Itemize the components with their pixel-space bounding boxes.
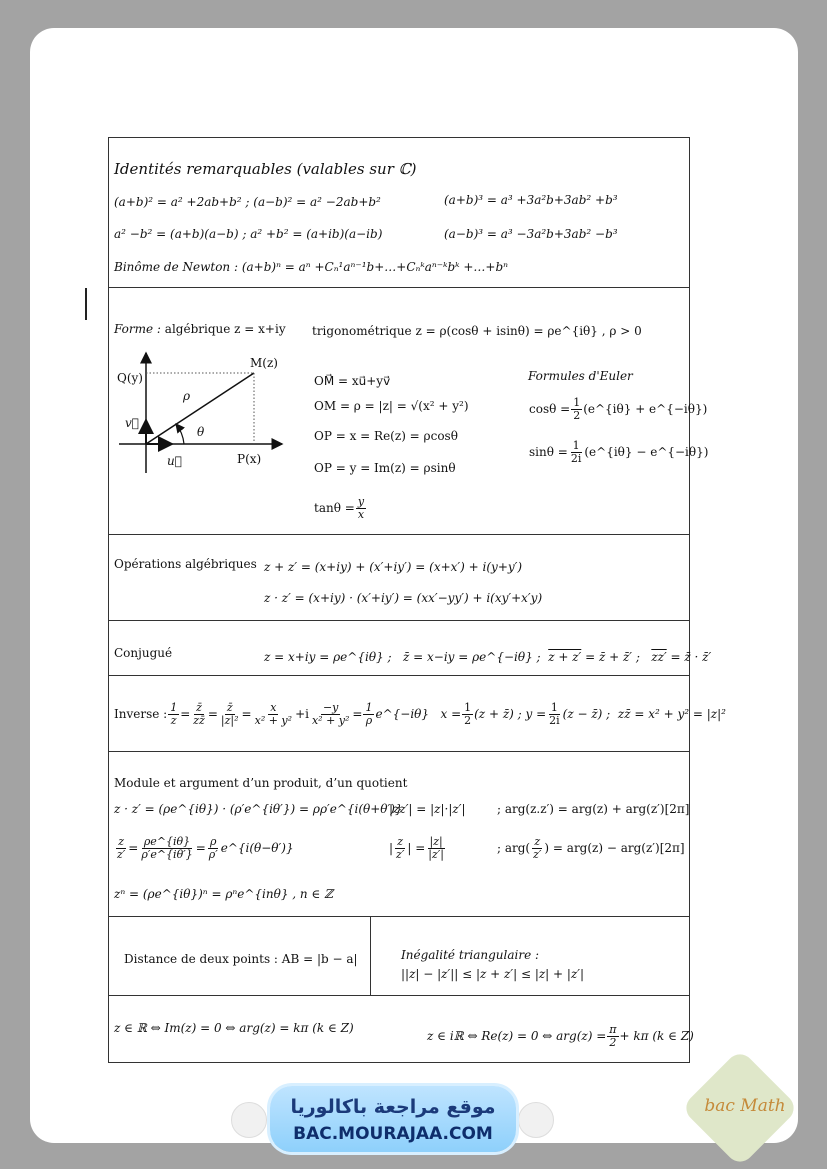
q-den3: ρ′ [208, 848, 218, 861]
x-rhs: (z + z̄) ; y = [474, 707, 547, 721]
euler-title: Formules d'Euler [528, 369, 633, 383]
module-arg-label: Module et argument d’un produit, d’un quotient [114, 776, 408, 790]
imag-left: z ∈ iℝ ⇔ Re(z) = 0 ⇔ arg(z) = [427, 1029, 607, 1043]
section-identities [109, 138, 689, 288]
conj-a: z = x+iy = ρe^{iθ} ; [264, 650, 392, 664]
label-p: P(x) [237, 452, 262, 466]
euler-sin [529, 440, 708, 465]
inv-a-den: z [170, 714, 177, 727]
inv-a-num: 1 [170, 701, 178, 714]
distance-formula: Distance de deux points : AB = |b − a| [124, 952, 358, 966]
quotient-polar: $\frac{z}{z'}$ = $\frac{\rho e\^{}\{i\theta\}}{\rho'e\^{}\{i\theta'\}}$ = $\frac{\rho}{\rho'}$ e^{i(θ−θ′)} [117, 835, 294, 861]
conj-d1: zz′ [651, 650, 667, 664]
q-tail: e^{i(θ−θ′)} [220, 841, 294, 855]
label-u: u⃗ [167, 454, 182, 468]
q-num: z [118, 835, 125, 848]
product-modulus: |zz′| = |z|·|z′| [389, 802, 466, 816]
qm-den: z′ [396, 848, 405, 861]
inv-d-den: x² + y² [254, 714, 293, 727]
column-divider [370, 917, 371, 996]
conj-c1: z + z′ [548, 650, 582, 664]
inv-e-num: −y [322, 701, 339, 714]
qa-den: z′ [533, 848, 542, 861]
label-q: Q(y) [117, 371, 143, 385]
identity-cube-minus: (a−b)³ = a³ −3a²b+3ab² −b³ [444, 227, 618, 241]
left-site-logo [231, 1102, 267, 1138]
conjugate-label: Conjugué [114, 646, 173, 660]
x-den: 2 [464, 714, 472, 727]
triangle-inequality-title: Inégalité triangulaire : [401, 948, 540, 962]
sum-formula: z + z′ = (x+iy) + (x′+iy′) = (x+x′) + i(y+y′) [264, 560, 523, 574]
section-conjugate [109, 621, 712, 676]
inv-c-num: z̄ [226, 701, 233, 714]
inv-c-den: |z|² [220, 714, 239, 727]
euler-cos [529, 397, 707, 422]
label-rho: ρ [183, 389, 191, 403]
section-operations [109, 535, 689, 621]
section-inverse [109, 676, 726, 752]
bac-math-logo-text: bac Math [704, 1096, 786, 1116]
algebraic-form: algébrique z = x+iy [164, 322, 286, 336]
qm-num2: |z| [429, 835, 443, 848]
inv-e-den: x² + y² [311, 714, 350, 727]
section-module-argument [109, 752, 689, 917]
inv-d-num: x [270, 701, 277, 714]
power-formula: zⁿ = (ρe^{iθ})ⁿ = ρⁿe^{inθ} , n ∈ ℤ [114, 887, 333, 901]
identity-square: (a+b)² = a² +2ab+b² ; (a−b)² = a² −2ab+b² [114, 195, 381, 209]
inv-exp: e^{−iθ} [375, 707, 430, 721]
sin-label: sinθ = [529, 445, 568, 459]
q-den: z′ [117, 848, 126, 861]
trigonometric-form: trigonométrique z = ρ(cosθ + isinθ) = ρe^{iθ} , ρ > 0 [312, 324, 642, 338]
identity-cube-plus: (a+b)³ = a³ +3a²b+3ab² +b³ [444, 193, 618, 207]
operations-label: Opérations algébriques [114, 557, 257, 571]
forme-label: Forme : [114, 322, 161, 336]
cos-rhs: (e^{iθ} + e^{−iθ}) [583, 402, 708, 416]
q-den2: ρ′e^{iθ′} [141, 848, 193, 861]
quotient-arg [497, 836, 685, 861]
formula-re: OP = x = Re(z) = ρcosθ [314, 429, 458, 443]
inv-b-den: zz̄ [193, 714, 205, 727]
label-theta: θ [197, 425, 205, 439]
formula-modulus: OM = ρ = |z| = √(x² + y²) [314, 399, 469, 413]
y-rhs: (z − z̄) ; [562, 707, 611, 721]
triangle-inequality: ||z| − |z′|| ≤ |z + z′| ≤ |z| + |z′| [401, 967, 585, 981]
q-num3: ρ [210, 835, 217, 848]
product-arg: ; arg(z.z′) = arg(z) + arg(z′)[2π] [497, 802, 690, 816]
real-condition: z ∈ ℝ ⇔ Im(z) = 0 ⇔ arg(z) = kπ (k ∈ Z) [114, 1021, 354, 1035]
tan-label: tanθ = [314, 501, 355, 515]
imaginary-condition [427, 1024, 694, 1049]
section-forms [109, 288, 709, 535]
inv-f-den: ρ [365, 714, 373, 727]
imag-den: 2 [609, 1036, 617, 1049]
qa-right: ) = arg(z) − arg(z′)[2π] [544, 841, 685, 855]
inv-b-num: z̄ [196, 701, 202, 714]
sin-rhs: (e^{iθ} − e^{−iθ}) [584, 445, 709, 459]
inverse-label: Inverse : [114, 707, 168, 721]
qm-num: z [397, 835, 404, 848]
formula-im: OP = y = Im(z) = ρsinθ [314, 461, 456, 475]
conj-b: z̄ = x−iy = ρe^{−iθ} ; [402, 650, 541, 664]
y-num: 1 [550, 701, 558, 714]
y-den: 2i [549, 714, 560, 727]
product-polar: z · z′ = (ρe^{iθ}) · (ρ′e^{iθ′}) = ρρ′e^{i(θ+θ′)} [114, 802, 403, 816]
q-num2: ρe^{iθ} [143, 835, 191, 848]
cos-label: cosθ = [529, 402, 571, 416]
section-real-imaginary [109, 996, 694, 1062]
inverse-formula: Inverse : $\frac{1}{z}$ = $\frac{z̄}{zz̄}$ = $\frac{z̄}{\text{|z|²}}$ = $\frac{x}{\text{x² + y²}}$ +i $\frac{-y}{\text{x² + y²}}$ = $\frac{1}{\rho}$ e^{−iθ} x = $\frac{1}{2}$ (z + z̄) ; y = $\frac{1}{2i}$ (z − z̄) ; zz̄ = x² + y² = |z|² [114, 701, 726, 727]
banner-url[interactable]: BAC.MOURAJAA.COM [293, 1124, 493, 1144]
tan-num: y [357, 495, 365, 508]
identity-diff-squares: a² −b² = (a+b)(a−b) ; a² +b² = (a+ib)(a−ib) [114, 227, 383, 241]
imag-num: π [609, 1023, 617, 1036]
identities-title: Identités remarquables (valables sur ℂ) [114, 160, 417, 178]
banner-arabic-text: موقع مراجعة باكالوريا [290, 1096, 496, 1118]
conj-d2: = z̄ · z̄′ [666, 650, 712, 664]
text-cursor [85, 288, 87, 320]
imag-right: + kπ (k ∈ Z) [619, 1029, 694, 1043]
cos-den: 2 [573, 409, 581, 422]
formula-om-vector: OM⃗ = xu⃗+yv⃗ [314, 374, 391, 388]
theta-arc [176, 424, 184, 444]
section-distance [109, 917, 689, 996]
quotient-modulus: | $\frac{z}{z'}$ | = $\frac{|z|}{|z'|}$ [389, 835, 444, 861]
formula-sheet [108, 137, 726, 1063]
tan-den: x [357, 508, 365, 521]
sin-num: 1 [572, 439, 580, 452]
label-v: v⃗ [125, 416, 139, 430]
sin-den: 2i [570, 452, 582, 465]
cos-num: 1 [573, 396, 581, 409]
newton-binomial: Binôme de Newton : (a+b)ⁿ = aⁿ +Cₙ¹aⁿ⁻¹b+…+Cₙᵏaⁿ⁻ᵏbᵏ +…+bⁿ [114, 260, 508, 274]
x-num: 1 [464, 701, 472, 714]
qm-den2: |z′| [428, 848, 444, 861]
label-m: M(z) [250, 356, 278, 370]
norm-formula: zz̄ = x² + y² = |z|² [617, 707, 726, 721]
qa-left: ; arg( [497, 841, 531, 855]
qa-num: z [534, 835, 541, 848]
x-part: x = [440, 707, 462, 721]
formula-tan [314, 496, 367, 521]
right-site-logo [518, 1102, 554, 1138]
inv-f-num: 1 [365, 701, 373, 714]
conj-c2: = z̄ + z̄′ ; [581, 650, 640, 664]
site-banner[interactable] [270, 1086, 516, 1152]
product-formula: z · z′ = (x+iy) · (x′+iy′) = (xx′−yy′) + i(xy′+x′y) [264, 591, 543, 605]
